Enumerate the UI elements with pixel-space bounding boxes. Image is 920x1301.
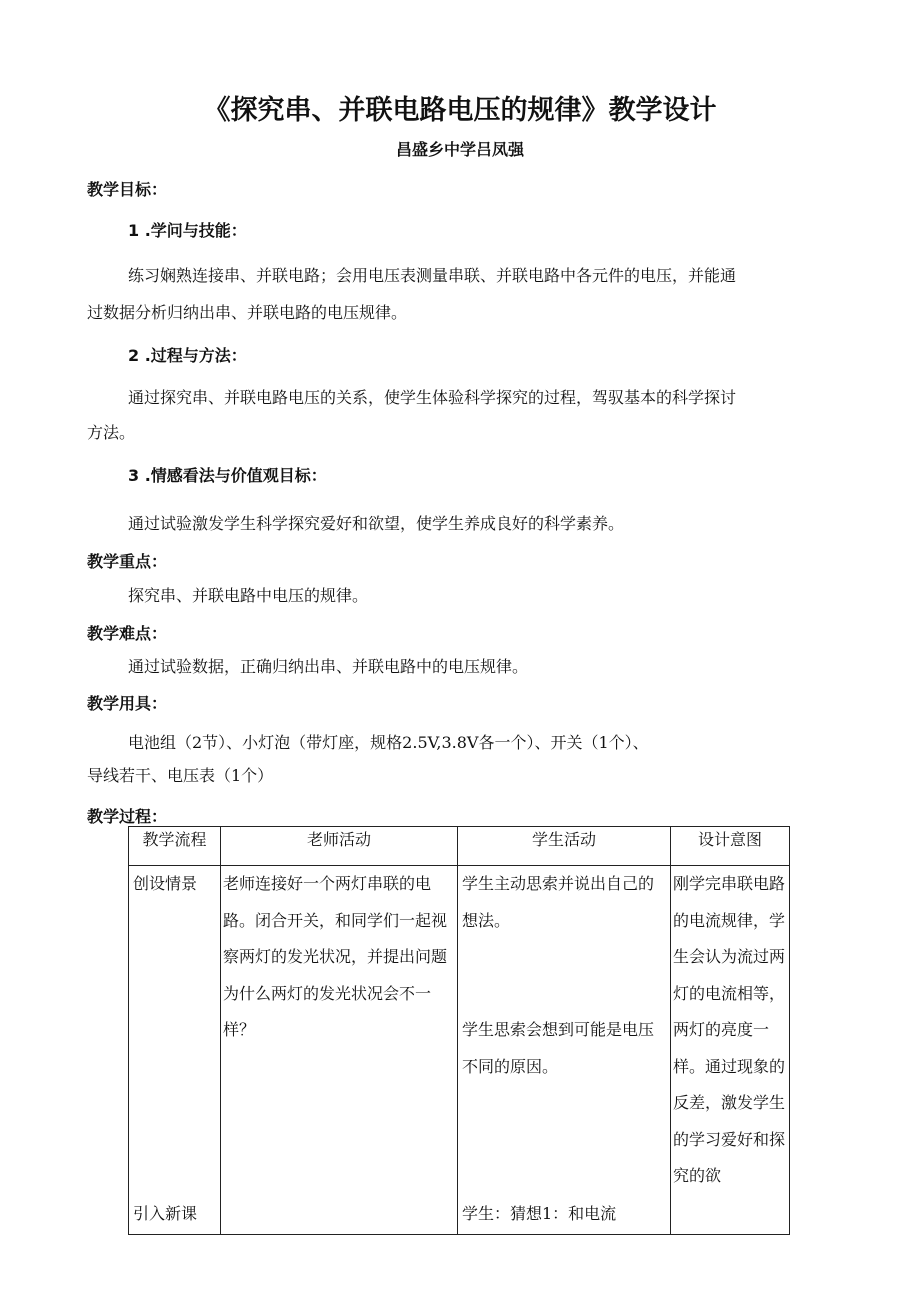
difficulty-text: 通过试验数据，正确归纳出串、并联电路中的电压规律。 <box>128 657 529 676</box>
design-intent-text: 刚学完串联电路的电流规律，学生会认为流过两灯的电流相等，两灯的亮度一样。通过现象的反差，激发学生的学习爱好和探究的欲 <box>673 874 786 1185</box>
student-activity-text-1: 学生主动思索并说出自己的想法。 <box>462 874 655 930</box>
objective-2-line-2: 方法。 <box>87 423 136 442</box>
objective-3-label: 3 .情感看法与价值观目标： <box>128 466 327 485</box>
table-row <box>129 866 790 1235</box>
stage-cell <box>129 866 221 1235</box>
stage-introduce-lesson: 引入新课 <box>133 1204 198 1223</box>
objective-1-line-1: 练习娴熟连接串、并联电路；会用电压表测量串联、并联电路中各元件的电压，并能通 <box>128 266 737 285</box>
tools-line-2: 导线若干、电压表（1个） <box>87 766 274 785</box>
author: 昌盛乡中学吕凤强 <box>395 140 524 159</box>
objectives-heading: 教学目标： <box>87 180 168 199</box>
column-header-stage: 教学流程 <box>129 827 221 866</box>
page-title: 《探究串、并联电路电压的规律》教学设计 <box>203 95 717 126</box>
process-heading: 教学过程： <box>87 807 168 826</box>
key-point-text: 探究串、并联电路中电压的规律。 <box>128 586 369 605</box>
objective-3-line-1: 通过试验激发学生科学探究爱好和欲望，使学生养成良好的科学素养。 <box>128 514 625 533</box>
tools-heading: 教学用具： <box>87 694 168 713</box>
design-intent-cell <box>671 866 790 1235</box>
objective-1-line-2: 过数据分析归纳出串、并联电路的电压规律。 <box>87 303 408 322</box>
objective-2-label: 2 .过程与方法： <box>128 346 247 365</box>
difficulty-heading: 教学难点： <box>87 624 168 643</box>
tools-line-1: 电池组（2节）、小灯泡（带灯座，规格2.5V,3.8V各一个）、开关（1个）、 <box>128 733 649 752</box>
objective-1-label: 1 .学问与技能： <box>128 221 247 240</box>
objective-2-line-1: 通过探究串、并联电路电压的关系，使学生体验科学探究的过程，驾驭基本的科学探讨 <box>128 388 737 407</box>
column-header-teacher: 老师活动 <box>221 827 458 866</box>
stage-create-scenario: 创设情景 <box>133 874 198 893</box>
student-activity-text-2: 学生思索会想到可能是电压不同的原因。 <box>462 1020 655 1076</box>
teacher-activity-text: 老师连接好一个两灯串联的电路。闭合开关，和同学们一起视察两灯的发光状况，并提出问题为什么两灯的发光状况会不一样？ <box>223 874 448 1039</box>
column-header-intent: 设计意图 <box>671 827 790 866</box>
table-header-row <box>129 827 790 866</box>
student-activity-cell <box>458 866 671 1235</box>
teacher-activity-cell <box>221 866 458 1235</box>
process-table <box>128 826 790 1235</box>
student-activity-text-3: 学生：猜想1：和电流 <box>462 1204 617 1223</box>
key-point-heading: 教学重点： <box>87 552 168 571</box>
column-header-student: 学生活动 <box>458 827 671 866</box>
